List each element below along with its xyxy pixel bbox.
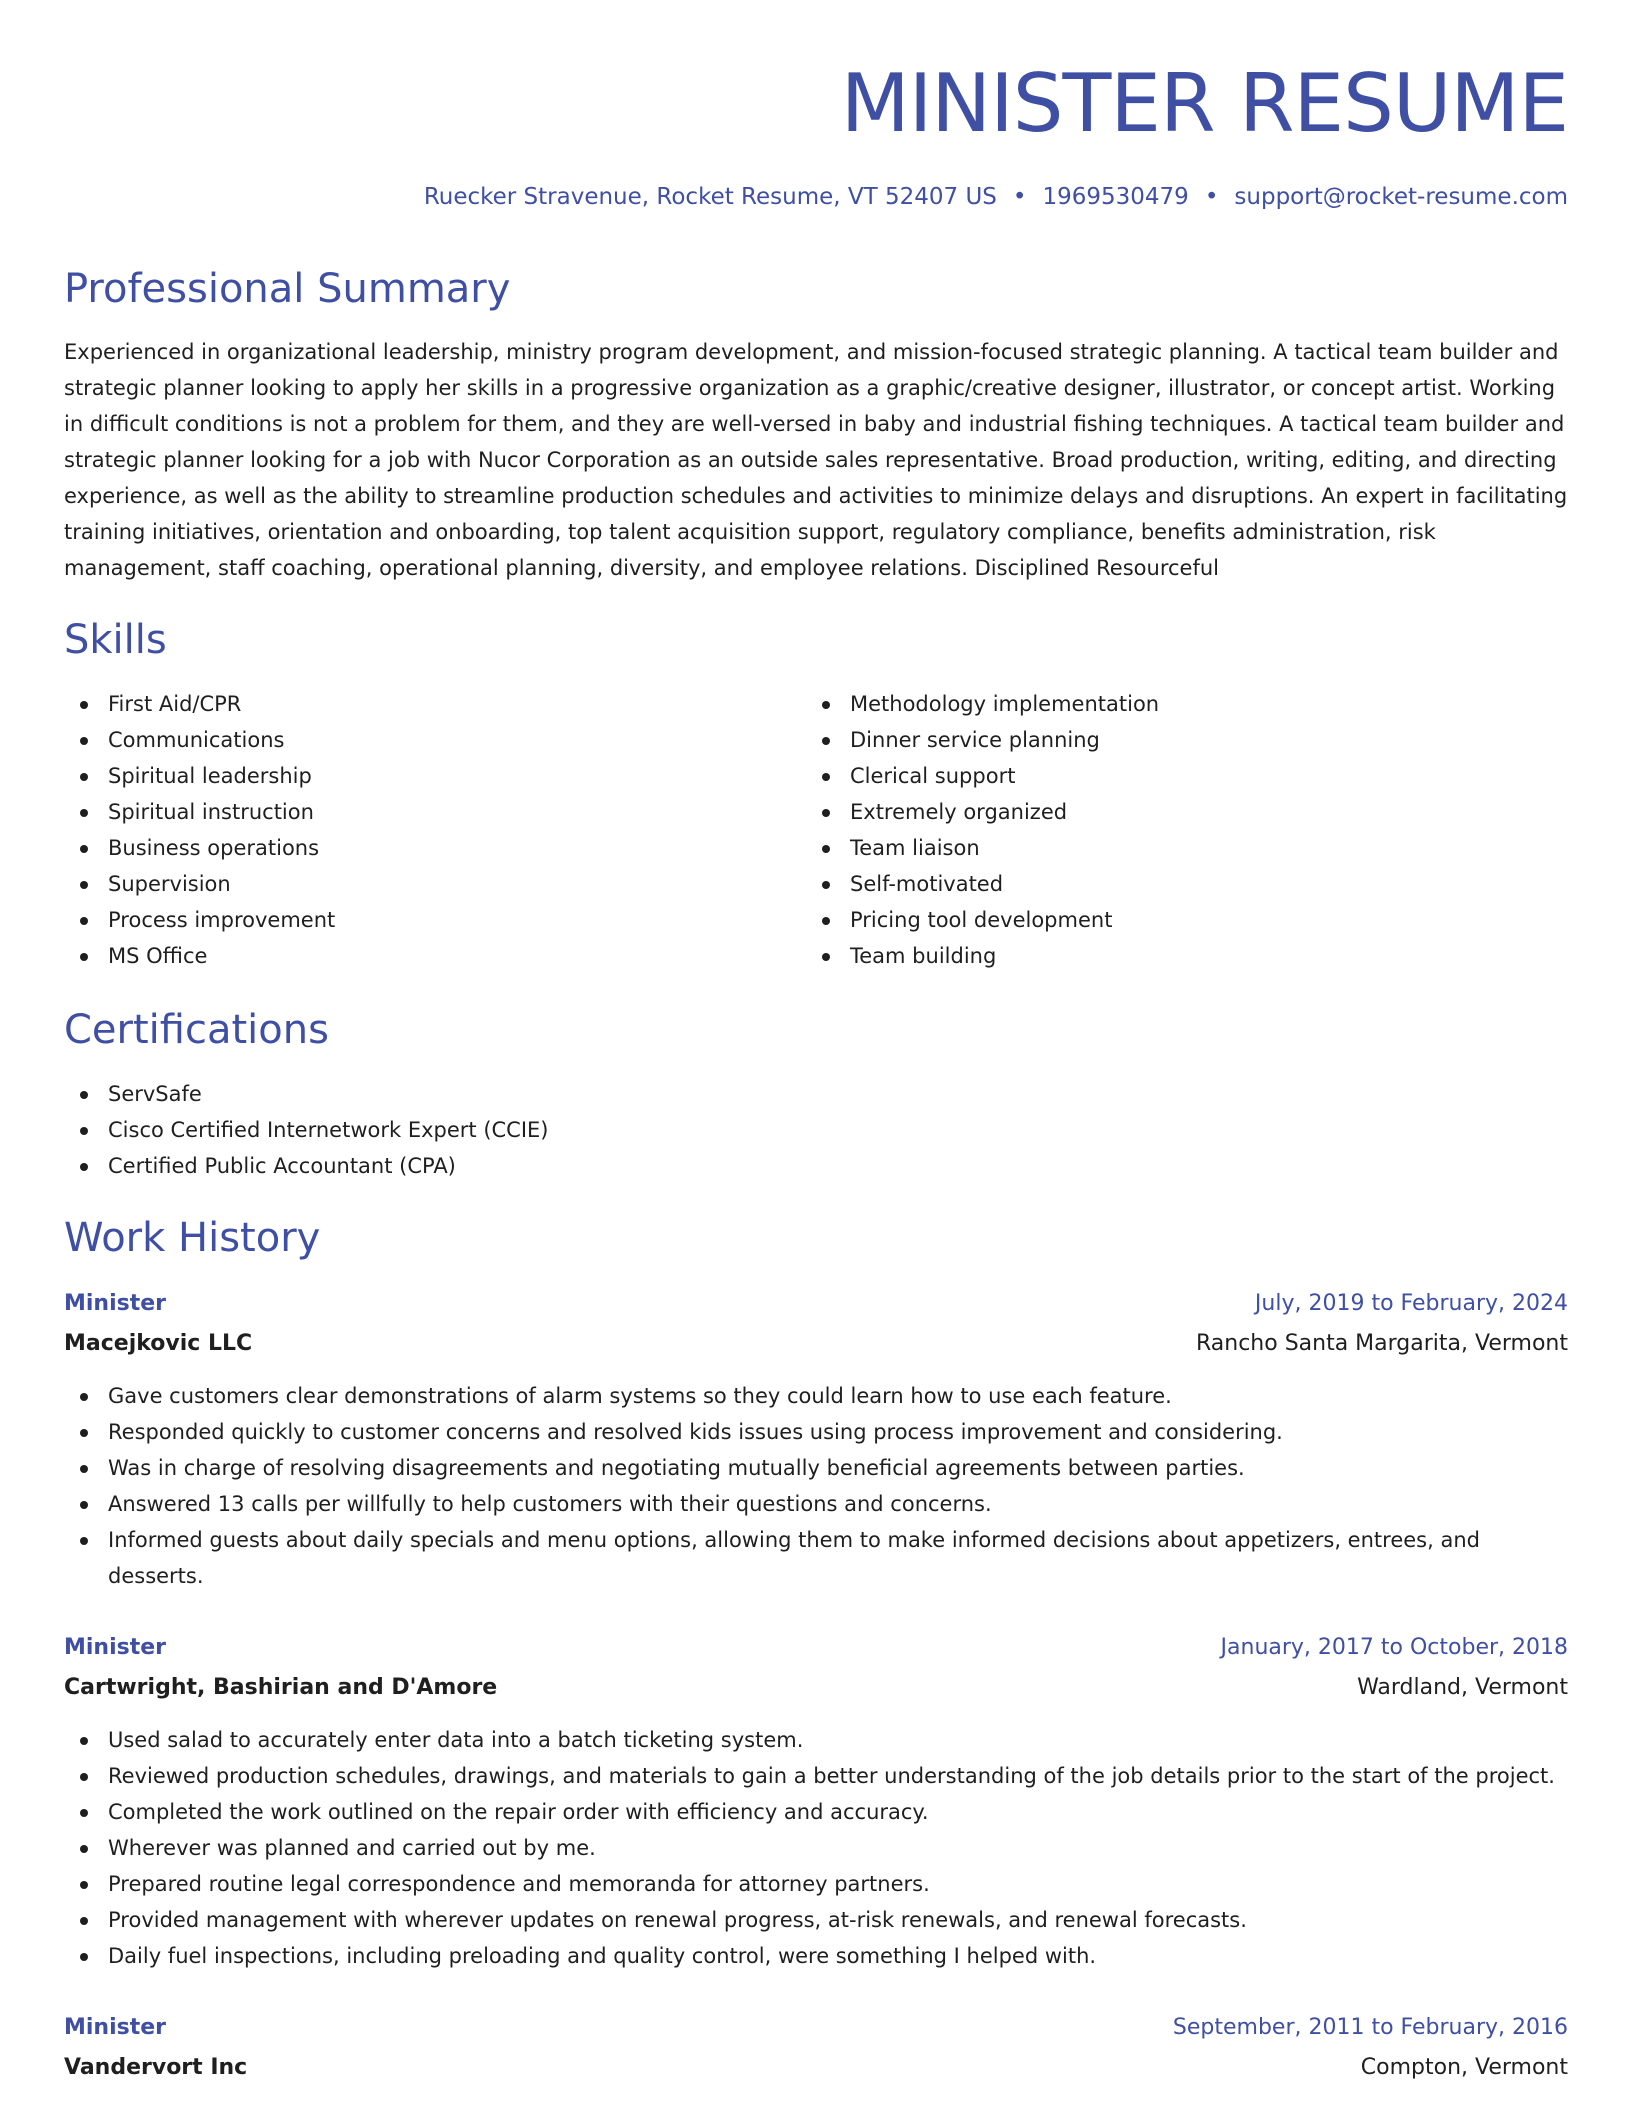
list-item <box>64 1830 1568 1866</box>
list-item <box>64 1522 1568 1594</box>
list-item <box>64 686 335 722</box>
list-item <box>806 866 1159 902</box>
list-item <box>64 866 335 902</box>
list-item <box>64 1112 549 1148</box>
job-subheader <box>64 1670 1568 1710</box>
list-item-text: Responded quickly to customer concerns and resolved kids issues using process improvement and considering. <box>108 1420 1283 1444</box>
bullet-dot-icon <box>80 1091 88 1099</box>
bullet-dot-icon <box>80 1393 88 1401</box>
list-item-text: Methodology implementation <box>850 692 1160 716</box>
list-item <box>64 758 335 794</box>
job-entry <box>64 1286 1568 1594</box>
list-item <box>806 686 1159 722</box>
bullet-dot-icon <box>80 1163 88 1171</box>
resume-title: MINISTER RESUME <box>840 57 1568 150</box>
list-item <box>806 938 1159 974</box>
list-item-text: MS Office <box>108 944 208 968</box>
list-item-text: First Aid/CPR <box>108 692 242 716</box>
summary-heading: Professional Summary <box>64 266 511 312</box>
list-item-text: Provided management with wherever updates on renewal progress, at-risk renewals, and renewal forecasts. <box>108 1908 1247 1932</box>
list-item-text: Informed guests about daily specials and menu options, allowing them to make informed decisions about appetizers, entrees, and desserts. <box>108 1528 1480 1588</box>
bullet-dot-icon <box>80 1917 88 1925</box>
list-item-text: Team building <box>850 944 997 968</box>
bullet-dot-icon <box>80 1953 88 1961</box>
list-item-text: Prepared routine legal correspondence and memoranda for attorney partners. <box>108 1872 930 1896</box>
bullet-dot-icon <box>80 1537 88 1545</box>
bullet-dot-icon <box>80 917 88 925</box>
bullet-dot-icon <box>80 845 88 853</box>
contact-separator: • <box>1012 184 1027 210</box>
bullet-dot-icon <box>822 701 830 709</box>
certifications-list <box>64 1076 549 1184</box>
bullet-dot-icon <box>80 881 88 889</box>
list-item-text: Spiritual instruction <box>108 800 314 824</box>
job-role: Minister <box>64 1291 167 1316</box>
list-item-text: Answered 13 calls per willfully to help customers with their questions and concerns. <box>108 1492 992 1516</box>
bullet-dot-icon <box>80 1773 88 1781</box>
list-item-text: ServSafe <box>108 1082 202 1106</box>
skills-list-right <box>806 686 1159 974</box>
list-item-text: Pricing tool development <box>850 908 1113 932</box>
list-item <box>64 1076 549 1112</box>
contact-email: support@rocket-resume.com <box>1234 184 1568 210</box>
contact-phone: 1969530479 <box>1042 184 1189 210</box>
list-item-text: Dinner service planning <box>850 728 1100 752</box>
list-item <box>64 1450 1568 1486</box>
list-item-text: Gave customers clear demonstrations of alarm systems so they could learn how to use each feature. <box>108 1384 1172 1408</box>
list-item-text: Completed the work outlined on the repair order with efficiency and accuracy. <box>108 1800 929 1824</box>
bullet-dot-icon <box>822 737 830 745</box>
job-entry <box>64 2010 1568 2090</box>
job-bullets <box>64 1378 1568 1594</box>
list-item-text: Reviewed production schedules, drawings, and materials to gain a better understanding of the job details prior to the start of the project. <box>108 1764 1555 1788</box>
contact-line <box>424 180 1568 214</box>
job-dates: January, 2017 to October, 2018 <box>1220 1635 1568 1660</box>
bullet-dot-icon <box>822 881 830 889</box>
skills-heading: Skills <box>64 617 167 663</box>
job-header <box>64 2010 1568 2050</box>
list-item-text: Self-motivated <box>850 872 1004 896</box>
bullet-dot-icon <box>80 701 88 709</box>
bullet-dot-icon <box>80 1737 88 1745</box>
list-item <box>64 1938 1568 1974</box>
list-item-text: Extremely organized <box>850 800 1068 824</box>
job-subheader <box>64 1326 1568 1366</box>
list-item-text: Team liaison <box>850 836 980 860</box>
list-item-text: Daily fuel inspections, including preloading and quality control, were something I helped with. <box>108 1944 1097 1968</box>
bullet-dot-icon <box>80 1845 88 1853</box>
job-header <box>64 1630 1568 1670</box>
bullet-dot-icon <box>80 1127 88 1135</box>
bullet-dot-icon <box>822 809 830 817</box>
bullet-dot-icon <box>80 1501 88 1509</box>
list-item <box>64 1794 1568 1830</box>
list-item <box>64 1378 1568 1414</box>
list-item <box>64 902 335 938</box>
work-history-heading: Work History <box>64 1215 321 1261</box>
job-dates: September, 2011 to February, 2016 <box>1172 2015 1568 2040</box>
bullet-dot-icon <box>80 953 88 961</box>
list-item <box>806 794 1159 830</box>
job-header <box>64 1286 1568 1326</box>
bullet-dot-icon <box>80 773 88 781</box>
bullet-dot-icon <box>80 1429 88 1437</box>
job-entry <box>64 1630 1568 1974</box>
bullet-dot-icon <box>80 1809 88 1817</box>
skills-list-left <box>64 686 335 974</box>
job-company: Vandervort Inc <box>64 2055 248 2080</box>
list-item <box>806 722 1159 758</box>
list-item-text: Certified Public Accountant (CPA) <box>108 1154 456 1178</box>
list-item-text: Supervision <box>108 872 231 896</box>
bullet-dot-icon <box>80 809 88 817</box>
list-item <box>64 722 335 758</box>
certifications-heading: Certifications <box>64 1007 329 1053</box>
list-item <box>64 1866 1568 1902</box>
list-item <box>64 1148 549 1184</box>
list-item <box>64 1758 1568 1794</box>
job-company: Cartwright, Bashirian and D'Amore <box>64 1675 498 1700</box>
job-location: Wardland, Vermont <box>1357 1675 1568 1700</box>
list-item <box>64 794 335 830</box>
list-item-text: Used salad to accurately enter data into a batch ticketing system. <box>108 1728 804 1752</box>
list-item <box>806 830 1159 866</box>
list-item-text: Business operations <box>108 836 320 860</box>
list-item <box>64 1722 1568 1758</box>
bullet-dot-icon <box>822 917 830 925</box>
bullet-dot-icon <box>80 1465 88 1473</box>
list-item-text: Clerical support <box>850 764 1016 788</box>
job-role: Minister <box>64 2015 167 2040</box>
bullet-dot-icon <box>822 773 830 781</box>
list-item <box>64 1486 1568 1522</box>
job-location: Rancho Santa Margarita, Vermont <box>1195 1331 1568 1356</box>
list-item <box>64 1414 1568 1450</box>
bullet-dot-icon <box>80 1881 88 1889</box>
list-item <box>64 830 335 866</box>
job-subheader <box>64 2050 1568 2090</box>
list-item-text: Communications <box>108 728 285 752</box>
job-company: Macejkovic LLC <box>64 1331 253 1356</box>
list-item-text: Process improvement <box>108 908 336 932</box>
job-bullets <box>64 1722 1568 1974</box>
list-item-text: Was in charge of resolving disagreements and negotiating mutually beneficial agreements between parties. <box>108 1456 1245 1480</box>
contact-separator: • <box>1204 184 1219 210</box>
list-item <box>806 758 1159 794</box>
list-item-text: Spiritual leadership <box>108 764 312 788</box>
bullet-dot-icon <box>80 737 88 745</box>
bullet-dot-icon <box>822 845 830 853</box>
list-item-text: Wherever was planned and carried out by me. <box>108 1836 596 1860</box>
job-role: Minister <box>64 1635 167 1660</box>
bullet-dot-icon <box>822 953 830 961</box>
list-item-text: Cisco Certified Internetwork Expert (CCIE) <box>108 1118 549 1142</box>
list-item <box>806 902 1159 938</box>
job-location: Compton, Vermont <box>1360 2055 1568 2080</box>
contact-address: Ruecker Stravenue, Rocket Resume, VT 52407 US <box>423 184 997 210</box>
list-item <box>64 1902 1568 1938</box>
job-dates: July, 2019 to February, 2024 <box>1254 1291 1568 1316</box>
list-item <box>64 938 335 974</box>
summary-text: Experienced in organizational leadership, ministry program development, and mission-focused strategic planning. A tactical team builder and strategic planner looking to apply her skills in a progressive organization as a graphic/creative designer, illustrator, or concept artist. Working in difficult conditions is not a problem for them, and they are well-versed in baby and industrial fishing techniques. A tactical team builder and strategic planner looking for a job with Nucor Corporation as an outside sales representative. Broad production, writing, editing, and directing experience, as well as the ability to streamline production schedules and activities to minimize delays and disruptions. An expert in facilitating training initiatives, orientation and onboarding, top talent acquisition support, regulatory compliance, benefits administration, risk management, staff coaching, operational planning, diversity, and employee relations. Disciplined Resourceful <box>64 340 1568 580</box>
